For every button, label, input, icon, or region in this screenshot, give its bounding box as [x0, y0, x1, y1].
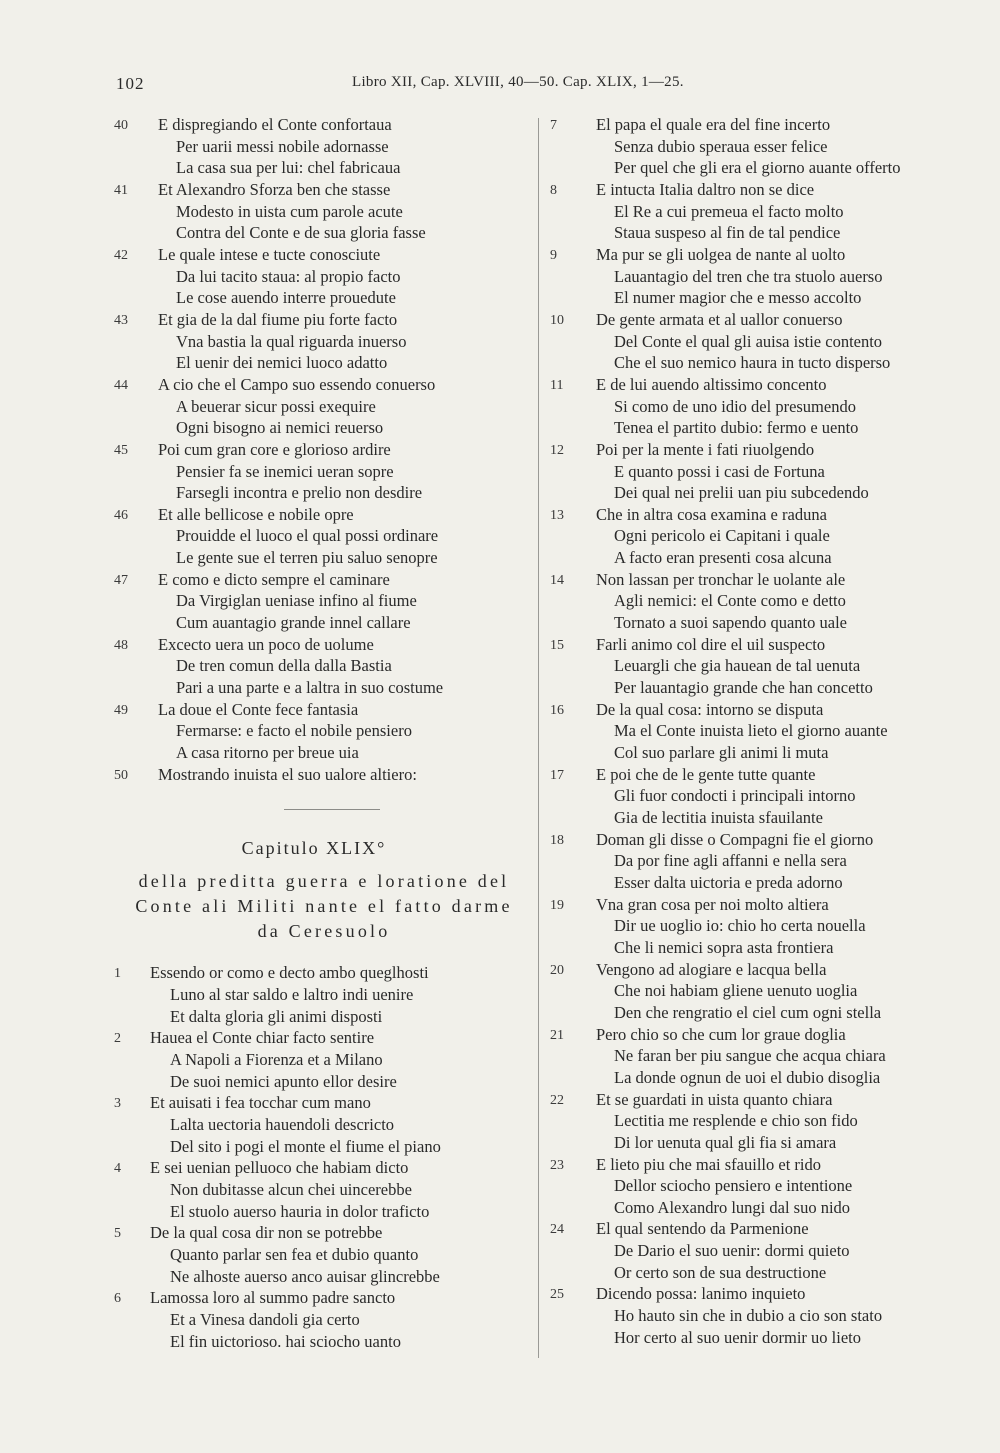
verse-line: Dellor sciocho pensiero e intentione [614, 1176, 853, 1196]
stanza [114, 504, 534, 569]
verse-line: A casa ritorno per breue uia [176, 743, 359, 763]
stanza-number: 15 [550, 637, 564, 653]
running-title: Libro XII, Cap. XLVIII, 40—50. Cap. XLIX, 1—25. [352, 74, 684, 90]
verse-line: Che noi habiam gliene uenuto uoglia [614, 981, 858, 1001]
verse-line: Ne alhoste auerso anco auisar glincrebbe [170, 1266, 440, 1286]
stanza [550, 1283, 970, 1348]
stanza [550, 504, 970, 569]
stanza-number: 40 [114, 118, 128, 133]
stanza [550, 1024, 970, 1089]
verse-line: Excecto uera un poco de uolume [158, 634, 374, 654]
verse-line: Di lor uenuta qual gli fia si amara [614, 1132, 837, 1152]
stanza [114, 569, 534, 634]
stanza [550, 1089, 970, 1154]
stanza-number: 8 [550, 182, 557, 198]
stanza-number: 16 [550, 702, 564, 718]
stanza-number: 41 [114, 182, 128, 198]
stanza [114, 439, 534, 504]
right-stanza-list [550, 114, 970, 1348]
verse-line: Non lassan per tronchar le uolante ale [596, 569, 846, 589]
verse-line: A cio che el Campo suo essendo conuerso [158, 374, 436, 394]
verse-line: La casa sua per lui: chel fabricaua [176, 158, 401, 178]
stanza [550, 309, 970, 374]
right-column [550, 114, 970, 1348]
verse-line: Lauantagio del tren che tra stuolo auerso [614, 266, 883, 286]
verse-line: Vna gran cosa per noi molto altiera [596, 894, 829, 914]
stanza-number: 4 [114, 1161, 121, 1177]
stanza-number: 20 [550, 962, 564, 978]
stanza [550, 439, 970, 504]
verse-line: De Dario el suo uenir: dormi quieto [614, 1241, 850, 1261]
verse-line: A Napoli a Fiorenza et a Milano [170, 1049, 383, 1069]
stanza [550, 114, 970, 179]
verse-line: Dei qual nei prelii uan piu subcedendo [614, 483, 869, 503]
verse-line: Hor certo al suo uenir dormir uo lieto [614, 1327, 861, 1347]
left-column [114, 114, 534, 1352]
verse-line: De suoi nemici apunto ellor desire [170, 1071, 397, 1091]
stanza [114, 244, 534, 309]
stanza [114, 1027, 534, 1092]
verse-line: De la qual cosa: intorno se disputa [596, 699, 824, 719]
verse-line: Hauea el Conte chiar facto sentire [150, 1028, 375, 1048]
verse-line: Et alle bellicose e nobile opre [158, 504, 354, 524]
stanza [114, 1157, 534, 1222]
stanza-number: 46 [114, 507, 128, 523]
verse-line: Modesto in uista cum parole acute [176, 201, 403, 221]
verse-line: Et se guardati in uista quanto chiara [596, 1089, 833, 1109]
verse-line: Como Alexandro lungi dal suo nido [614, 1197, 851, 1217]
chapter-stanza-list [114, 962, 534, 1352]
chapter-subtitle-line: Conte ali Militi nante el fatto darme [135, 896, 513, 917]
verse-line: El qual sentendo da Parmenione [596, 1219, 809, 1239]
verse-line: Per lauantagio grande che han concetto [614, 678, 873, 698]
stanza [550, 179, 970, 244]
verse-line: Del sito i pogi el monte el fiume el piano [170, 1136, 441, 1156]
stanza [114, 699, 534, 764]
verse-line: Agli nemici: el Conte como e detto [614, 591, 846, 611]
chapter-subtitle-line: della preditta guerra e loratione del [138, 871, 510, 892]
verse-line: Cum auantagio grande innel callare [176, 613, 411, 633]
verse-line: Le quale intese e tucte conosciute [158, 244, 381, 264]
verse-line: Contra del Conte e de sua gloria fasse [176, 223, 426, 243]
verse-line: El stuolo auerso hauria in dolor traficto [170, 1201, 430, 1221]
verse-line: A facto eran presenti cosa alcuna [614, 548, 832, 568]
verse-line: E quanto possi i casi de Fortuna [614, 461, 825, 481]
verse-line: Fermarse: e facto el nobile pensiero [176, 721, 412, 741]
verse-line: Vna bastia la qual riguarda inuerso [176, 331, 407, 351]
stanza-number: 18 [550, 832, 564, 848]
verse-line: Quanto parlar sen fea et dubio quanto [170, 1244, 419, 1264]
stanza [550, 894, 970, 959]
verse-line: Ogni pericolo ei Capitani i quale [614, 526, 830, 546]
stanza-number: 47 [114, 572, 128, 588]
verse-line: E poi che de le gente tutte quante [596, 764, 816, 784]
stanza [114, 962, 534, 1027]
verse-line: E de lui auendo altissimo concento [596, 374, 827, 394]
verse-line: Lalta uectoria hauendoli descricto [170, 1114, 395, 1134]
verse-line: Et Alexandro Sforza ben che stasse [158, 179, 391, 199]
stanza [114, 1222, 534, 1287]
verse-line: Ma pur se gli uolgea de nante al uolto [596, 244, 846, 264]
verse-line: Col suo parlare gli animi li muta [614, 743, 829, 763]
verse-line: Da por fine agli affanni e nella sera [614, 851, 847, 871]
stanza-number: 12 [550, 442, 564, 458]
stanza [114, 764, 534, 786]
verse-line: Per uarii messi nobile adornasse [176, 136, 389, 156]
verse-line: E sei uenian pelluoco che habiam dicto [150, 1158, 409, 1178]
verse-line: De la qual cosa dir non se potrebbe [150, 1223, 383, 1243]
stanza-number: 43 [114, 312, 128, 328]
verse-line: E dispregiando el Conte confortaua [158, 115, 392, 134]
verse-line: Le cose auendo interre prouedute [176, 288, 396, 308]
stanza [550, 244, 970, 309]
stanza-number: 7 [550, 118, 557, 133]
stanza-number: 24 [550, 1222, 564, 1238]
stanza-number: 50 [114, 767, 128, 783]
verse-line: E intucta Italia daltro non se dice [596, 179, 815, 199]
verse-line: Per quel che gli era el giorno auante offerto [614, 158, 901, 178]
verse-line: Lamossa loro al summo padre sancto [150, 1288, 396, 1308]
stanza [114, 1092, 534, 1157]
verse-line: Da Virgiglan ueniase infino al fiume [176, 591, 417, 611]
verse-line: Et dalta gloria gli animi disposti [170, 1006, 383, 1026]
verse-line: De tren comun della dalla Bastia [176, 656, 392, 676]
stanza [550, 829, 970, 894]
stanza-number: 22 [550, 1092, 564, 1108]
verse-line: Poi cum gran core e glorioso ardire [158, 439, 391, 459]
stanza-number: 25 [550, 1287, 564, 1303]
stanza-number: 9 [550, 247, 557, 263]
stanza [114, 634, 534, 699]
verse-line: Che li nemici sopra asta frontiera [614, 937, 834, 957]
stanza [114, 309, 534, 374]
stanza-number: 13 [550, 507, 564, 523]
verse-line: Si como de uno idio del presumendo [614, 396, 856, 416]
verse-line: Tenea el partito dubio: fermo e uento [614, 418, 859, 438]
verse-line: La donde ognun de uoi el dubio disoglia [614, 1067, 881, 1087]
verse-line: Pero chio so che cum lor graue doglia [596, 1024, 846, 1044]
stanza-number: 48 [114, 637, 128, 653]
verse-line: Esser dalta uictoria e preda adorno [614, 872, 843, 892]
stanza [550, 569, 970, 634]
stanza [550, 634, 970, 699]
verse-line: Den che rengratio el ciel cum ogni stella [614, 1002, 882, 1022]
verse-line: Non dubitasse alcun chei uincerebbe [170, 1179, 412, 1199]
stanza-number: 45 [114, 442, 128, 458]
stanza-number: 5 [114, 1226, 121, 1242]
stanza-number: 3 [114, 1096, 121, 1112]
stanza [550, 764, 970, 829]
verse-line: Leuargli che gia hauean de tal uenuta [614, 656, 861, 676]
section-rule [284, 809, 380, 810]
chapter-subtitle [114, 869, 534, 944]
verse-line: El Re a cui premeua el facto molto [614, 201, 844, 221]
verse-line: E como e dicto sempre el caminare [158, 569, 390, 589]
verse-line: Et gia de la dal fiume piu forte facto [158, 309, 398, 329]
verse-line: La doue el Conte fece fantasia [158, 699, 359, 719]
stanza [550, 374, 970, 439]
stanza [550, 959, 970, 1024]
stanza-number: 6 [114, 1291, 121, 1307]
stanza-number: 11 [550, 377, 564, 393]
verse-line: Le gente sue el terren piu saluo senopre [176, 548, 438, 568]
stanza [114, 114, 534, 179]
verse-line: Et auisati i fea tocchar cum mano [150, 1093, 371, 1113]
verse-line: A beuerar sicur possi exequire [176, 396, 376, 416]
stanza [114, 1287, 534, 1352]
stanza [114, 179, 534, 244]
verse-line: El numer magior che e messo accolto [614, 288, 862, 308]
verse-line: Ho hauto sin che in dubio a cio son stato [614, 1306, 883, 1326]
verse-line: El papa el quale era del fine incerto [596, 115, 831, 134]
page-number: 102 [116, 74, 145, 93]
left-stanza-list [114, 114, 534, 785]
verse-line: Senza dubio speraua esser felice [614, 136, 828, 156]
stanza-number: 23 [550, 1157, 564, 1173]
verse-line: Essendo or como e decto ambo queglhosti [150, 963, 429, 983]
stanza-number: 44 [114, 377, 128, 393]
verse-line: Gli fuor condocti i principali intorno [614, 786, 856, 806]
verse-line: Staua suspeso al fin de tal pendice [614, 223, 841, 243]
verse-line: El fin uictorioso. hai sciocho uanto [170, 1331, 401, 1351]
verse-line: Prouidde el luoco el qual possi ordinare [176, 526, 439, 546]
verse-line: Or certo son de sua destructione [614, 1262, 827, 1282]
stanza [550, 1154, 970, 1219]
stanza-number: 14 [550, 572, 564, 588]
verse-line: Mostrando inuista el suo ualore altiero: [158, 764, 417, 784]
verse-line: De gente armata et al uallor conuerso [596, 309, 843, 329]
stanza [550, 699, 970, 764]
stanza-number: 17 [550, 767, 564, 783]
stanza-number: 49 [114, 702, 128, 718]
verse-line: E lieto piu che mai sfauillo et rido [596, 1154, 821, 1174]
verse-line: Pari a una parte e a laltra in suo costume [176, 678, 444, 698]
verse-line: Tornato a suoi sapendo quanto uale [614, 613, 847, 633]
verse-line: Ma el Conte inuista lieto el giorno auante [614, 721, 888, 741]
verse-line: Ogni bisogno ai nemici reuerso [176, 418, 384, 438]
verse-line: Farli animo col dire el uil suspecto [596, 634, 826, 654]
verse-line: Gia de lectitia inuista sfauilante [614, 808, 823, 827]
stanza-number: 19 [550, 897, 564, 913]
verse-line: Luno al star saldo e laltro indi uenire [170, 985, 414, 1004]
stanza-number: 1 [114, 966, 121, 982]
verse-line: Poi per la mente i fati riuolgendo [596, 439, 815, 459]
stanza-number: 10 [550, 312, 564, 328]
verse-line: Dicendo possa: lanimo inquieto [596, 1284, 806, 1304]
chapter-title: Capitulo XLIX° [241, 838, 387, 859]
verse-line: Pensier fa se inemici ueran sopre [176, 461, 394, 481]
chapter-subtitle-line: da Ceresuolo [257, 921, 391, 942]
stanza [114, 374, 534, 439]
column-divider [538, 118, 539, 1358]
verse-line: Et a Vinesa dandoli gia certo [170, 1309, 360, 1329]
stanza-number: 2 [114, 1031, 121, 1047]
verse-line: Vengono ad alogiare e lacqua bella [596, 959, 827, 979]
verse-line: Del Conte el qual gli auisa istie contento [614, 331, 883, 351]
verse-line: Doman gli disse o Compagni fie el giorno [596, 829, 874, 849]
verse-line: Che el suo nemico haura in tucto disperso [614, 353, 891, 373]
verse-line: Farsegli incontra e prelio non desdire [176, 483, 423, 503]
stanza-number: 42 [114, 247, 128, 263]
verse-line: Che in altra cosa examina e raduna [596, 504, 827, 524]
verse-line: Dir ue uoglio io: chio ho certa nouella [614, 916, 866, 936]
verse-line: El uenir dei nemici luoco adatto [176, 353, 388, 373]
stanza [550, 1218, 970, 1283]
verse-line: Lectitia me resplende e chio son fido [614, 1111, 858, 1131]
verse-line: Da lui tacito staua: al propio facto [176, 266, 401, 286]
verse-line: Ne faran ber piu sangue che acqua chiara [614, 1046, 886, 1066]
stanza-number: 21 [550, 1027, 564, 1043]
